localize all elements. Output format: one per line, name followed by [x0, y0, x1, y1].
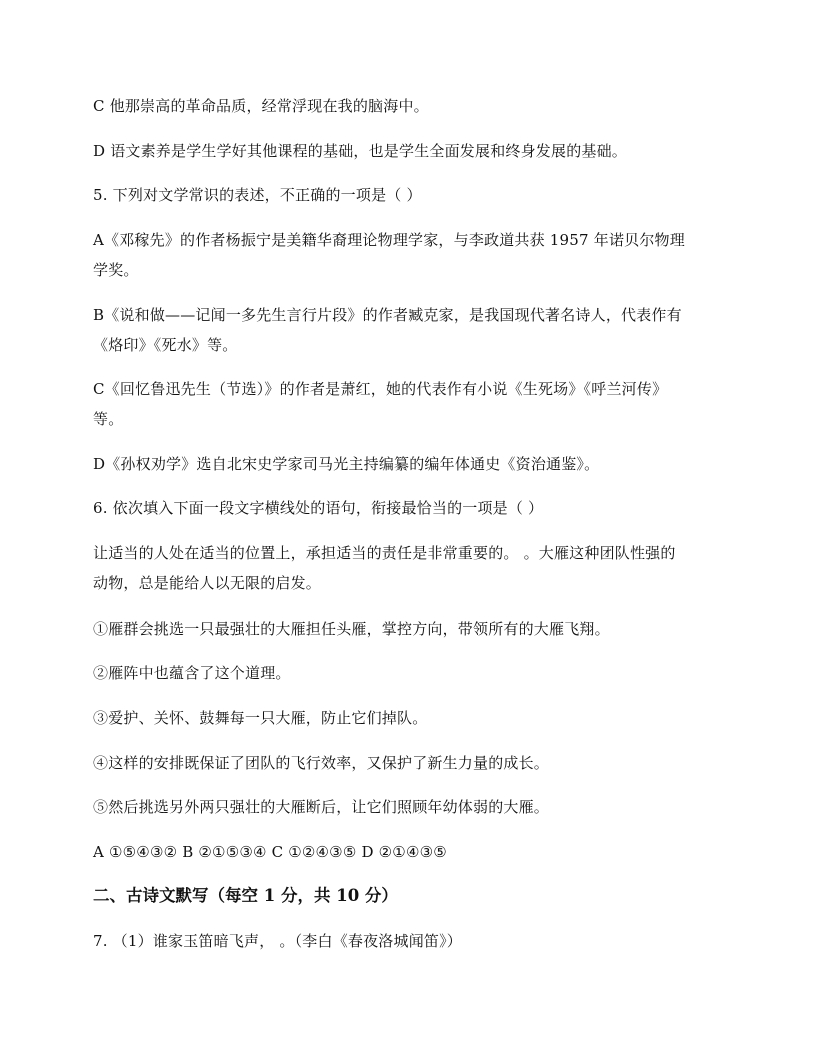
- q6-stem: 6. 依次填入下面一段文字横线处的语句，衔接最恰当的一项是（ ）: [93, 499, 544, 517]
- q6-item-1: ①雁群会挑选一只最强壮的大雁担任头雁，掌控方向，带领所有的大雁飞翔。: [93, 620, 610, 638]
- section-2-title: 二、古诗文默写（每空 1 分，共 10 分）: [93, 886, 398, 905]
- q5-stem: 5. 下列对文学常识的表述，不正确的一项是（ ）: [93, 186, 422, 204]
- q6-item-4: ④这样的安排既保证了团队的飞行效率，又保护了新生力量的成长。: [93, 754, 550, 772]
- q6-passage-line2: 动物，总是能给人以无限的启发。: [93, 574, 322, 592]
- q7-item-1: 7. （1）谁家玉笛暗飞声， 。（李白《春夜洛城闻笛》）: [93, 932, 462, 950]
- q5-option-c-line1: C《回忆鲁迅先生（节选）》的作者是萧红，她的代表作有小说《生死场》《呼兰河传》: [93, 380, 668, 398]
- q4-option-c: C 他那崇高的革命品质，经常浮现在我的脑海中。: [93, 97, 429, 115]
- document-page: [93, 0, 733, 1056]
- q5-option-b-line2: 《烙印》《死水》等。: [93, 336, 238, 354]
- q5-option-b-line1: B《说和做——记闻一多先生言行片段》的作者臧克家，是我国现代著名诗人，代表作有: [93, 306, 682, 324]
- q6-item-3: ③爱护、关怀、鼓舞每一只大雁，防止它们掉队。: [93, 709, 428, 727]
- q4-option-d: D 语文素养是学生学好其他课程的基础，也是学生全面发展和终身发展的基础。: [93, 142, 627, 160]
- q5-option-a-line2: 学奖。: [93, 261, 139, 279]
- q6-options: A ①⑤④③② B ②①⑤③④ C ①②④③⑤ D ②①④③⑤: [93, 843, 447, 861]
- q6-item-2: ②雁阵中也蕴含了这个道理。: [93, 664, 291, 682]
- q5-option-d: D《孙权劝学》选自北宋史学家司马光主持编纂的编年体通史《资治通鉴》。: [93, 455, 600, 473]
- q5-option-a-line1: A《邓稼先》的作者杨振宁是美籍华裔理论物理学家，与李政道共获 1957 年诺贝尔物理: [93, 231, 685, 249]
- q6-item-5: ⑤然后挑选另外两只强壮的大雁断后，让它们照顾年幼体弱的大雁。: [93, 798, 550, 816]
- q6-passage-line1: 让适当的人处在适当的位置上，承担适当的责任是非常重要的。 。大雁这种团队性强的: [93, 544, 676, 562]
- q5-option-c-line2: 等。: [93, 410, 124, 428]
